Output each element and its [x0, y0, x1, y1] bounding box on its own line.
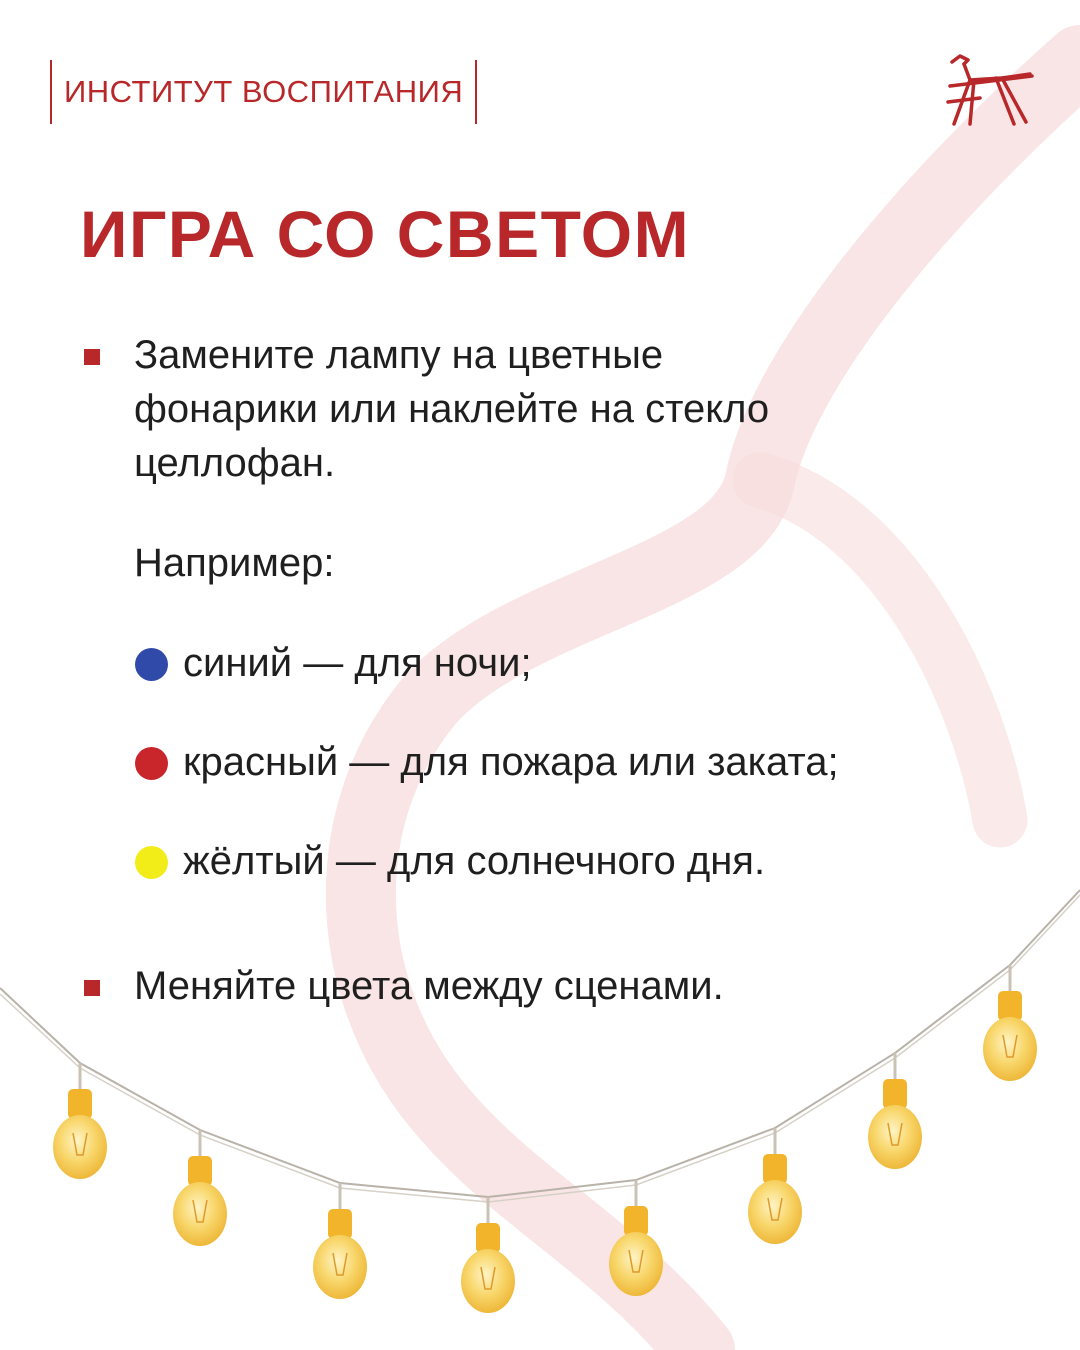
bullet2-text: Меняйте цвета между сценами. [134, 964, 724, 1008]
bullet1-line1: Замените лампу на цветные [134, 333, 664, 377]
bullet-square-icon [84, 349, 100, 365]
bullet-square-icon [84, 980, 100, 996]
color-item-red: красный — для пожара или заката; [183, 740, 839, 784]
red-dot-icon [135, 747, 168, 780]
brand-name: ИНСТИТУТ ВОСПИТАНИЯ [64, 74, 464, 109]
color-item-yellow: жёлтый — для солнечного дня. [183, 839, 766, 883]
blue-dot-icon [135, 648, 168, 681]
color-item-blue: синий — для ночи; [183, 641, 532, 685]
bullet1-line3: целлофан. [134, 441, 336, 485]
yellow-dot-icon [135, 846, 168, 879]
bullet1-line2: фонарики или наклейте на стекло [134, 387, 770, 431]
example-label: Например: [134, 541, 335, 585]
page-title: ИГРА СО СВЕТОМ [80, 197, 691, 271]
